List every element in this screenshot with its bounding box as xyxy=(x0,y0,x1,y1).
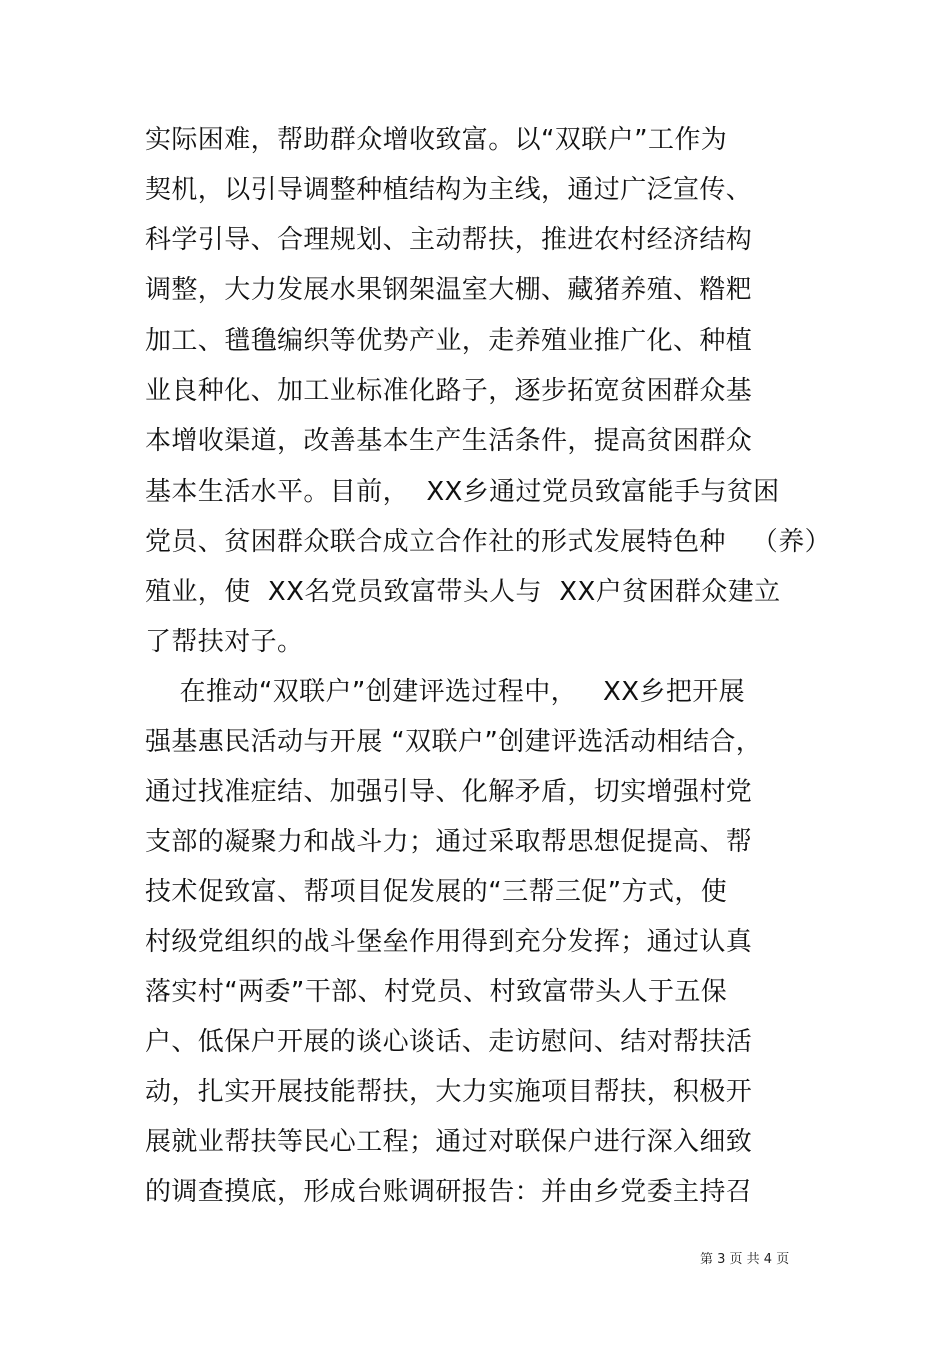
text-line: 支部的凝聚力和战斗力；通过采取帮思想促提高、帮 xyxy=(145,827,753,857)
text-line: 科学引导、合理规划、主动帮扶，推进农村经济结构 xyxy=(145,225,753,255)
text-line: 的调查摸底，形成台账调研报告：并由乡党委主持召 xyxy=(145,1177,753,1207)
text-line: 了帮扶对子。 xyxy=(145,627,304,657)
text-line: 强基惠民活动与开展 “双联户”创建评选活动相结合， xyxy=(145,727,763,757)
text-line: 户、低保户开展的谈心谈话、走访慰问、结对帮扶活 xyxy=(145,1027,753,1057)
text-line: 调整，大力发展水果钢架温室大棚、藏猪养殖、糌粑 xyxy=(145,275,753,305)
text-line: 党员、贫困群众联合成立合作社的形式发展特色种 （养） xyxy=(145,527,831,557)
text-line: 加工、氆氇编织等优势产业，走养殖业推广化、种植 xyxy=(145,326,753,356)
text-line: 本增收渠道，改善基本生产生活条件，提高贫困群众 xyxy=(145,426,753,456)
text-line: 村级党组织的战斗堡垒作用得到充分发挥；通过认真 xyxy=(145,927,753,957)
page-number: 第 3 页 共 4 页 xyxy=(700,1252,790,1267)
text-line: 在推动“双联户”创建评选过程中， XX乡把开展 xyxy=(145,677,746,707)
text-line: 基本生活水平。目前， XX乡通过党员致富能手与贫困 xyxy=(145,477,780,507)
text-line: 通过找准症结、加强引导、化解矛盾，切实增强村党 xyxy=(145,777,753,807)
text-line: 落实村“两委”干部、村党员、村致富带头人于五保 xyxy=(145,977,728,1007)
text-line: 展就业帮扶等民心工程；通过对联保户进行深入细致 xyxy=(145,1127,753,1157)
text-line: 契机，以引导调整种植结构为主线，通过广泛宣传、 xyxy=(145,175,753,205)
text-line: 动，扎实开展技能帮扶，大力实施项目帮扶，积极开 xyxy=(145,1077,753,1107)
text-line: 殖业，使 XX名党员致富带头人与 XX户贫困群众建立 xyxy=(145,577,781,607)
text-line: 技术促致富、帮项目促发展的“三帮三促”方式，使 xyxy=(145,877,728,907)
text-line: 实际困难，帮助群众增收致富。以“双联户”工作为 xyxy=(145,125,728,155)
text-line: 业良种化、加工业标准化路子，逐步拓宽贫困群众基 xyxy=(145,376,753,406)
